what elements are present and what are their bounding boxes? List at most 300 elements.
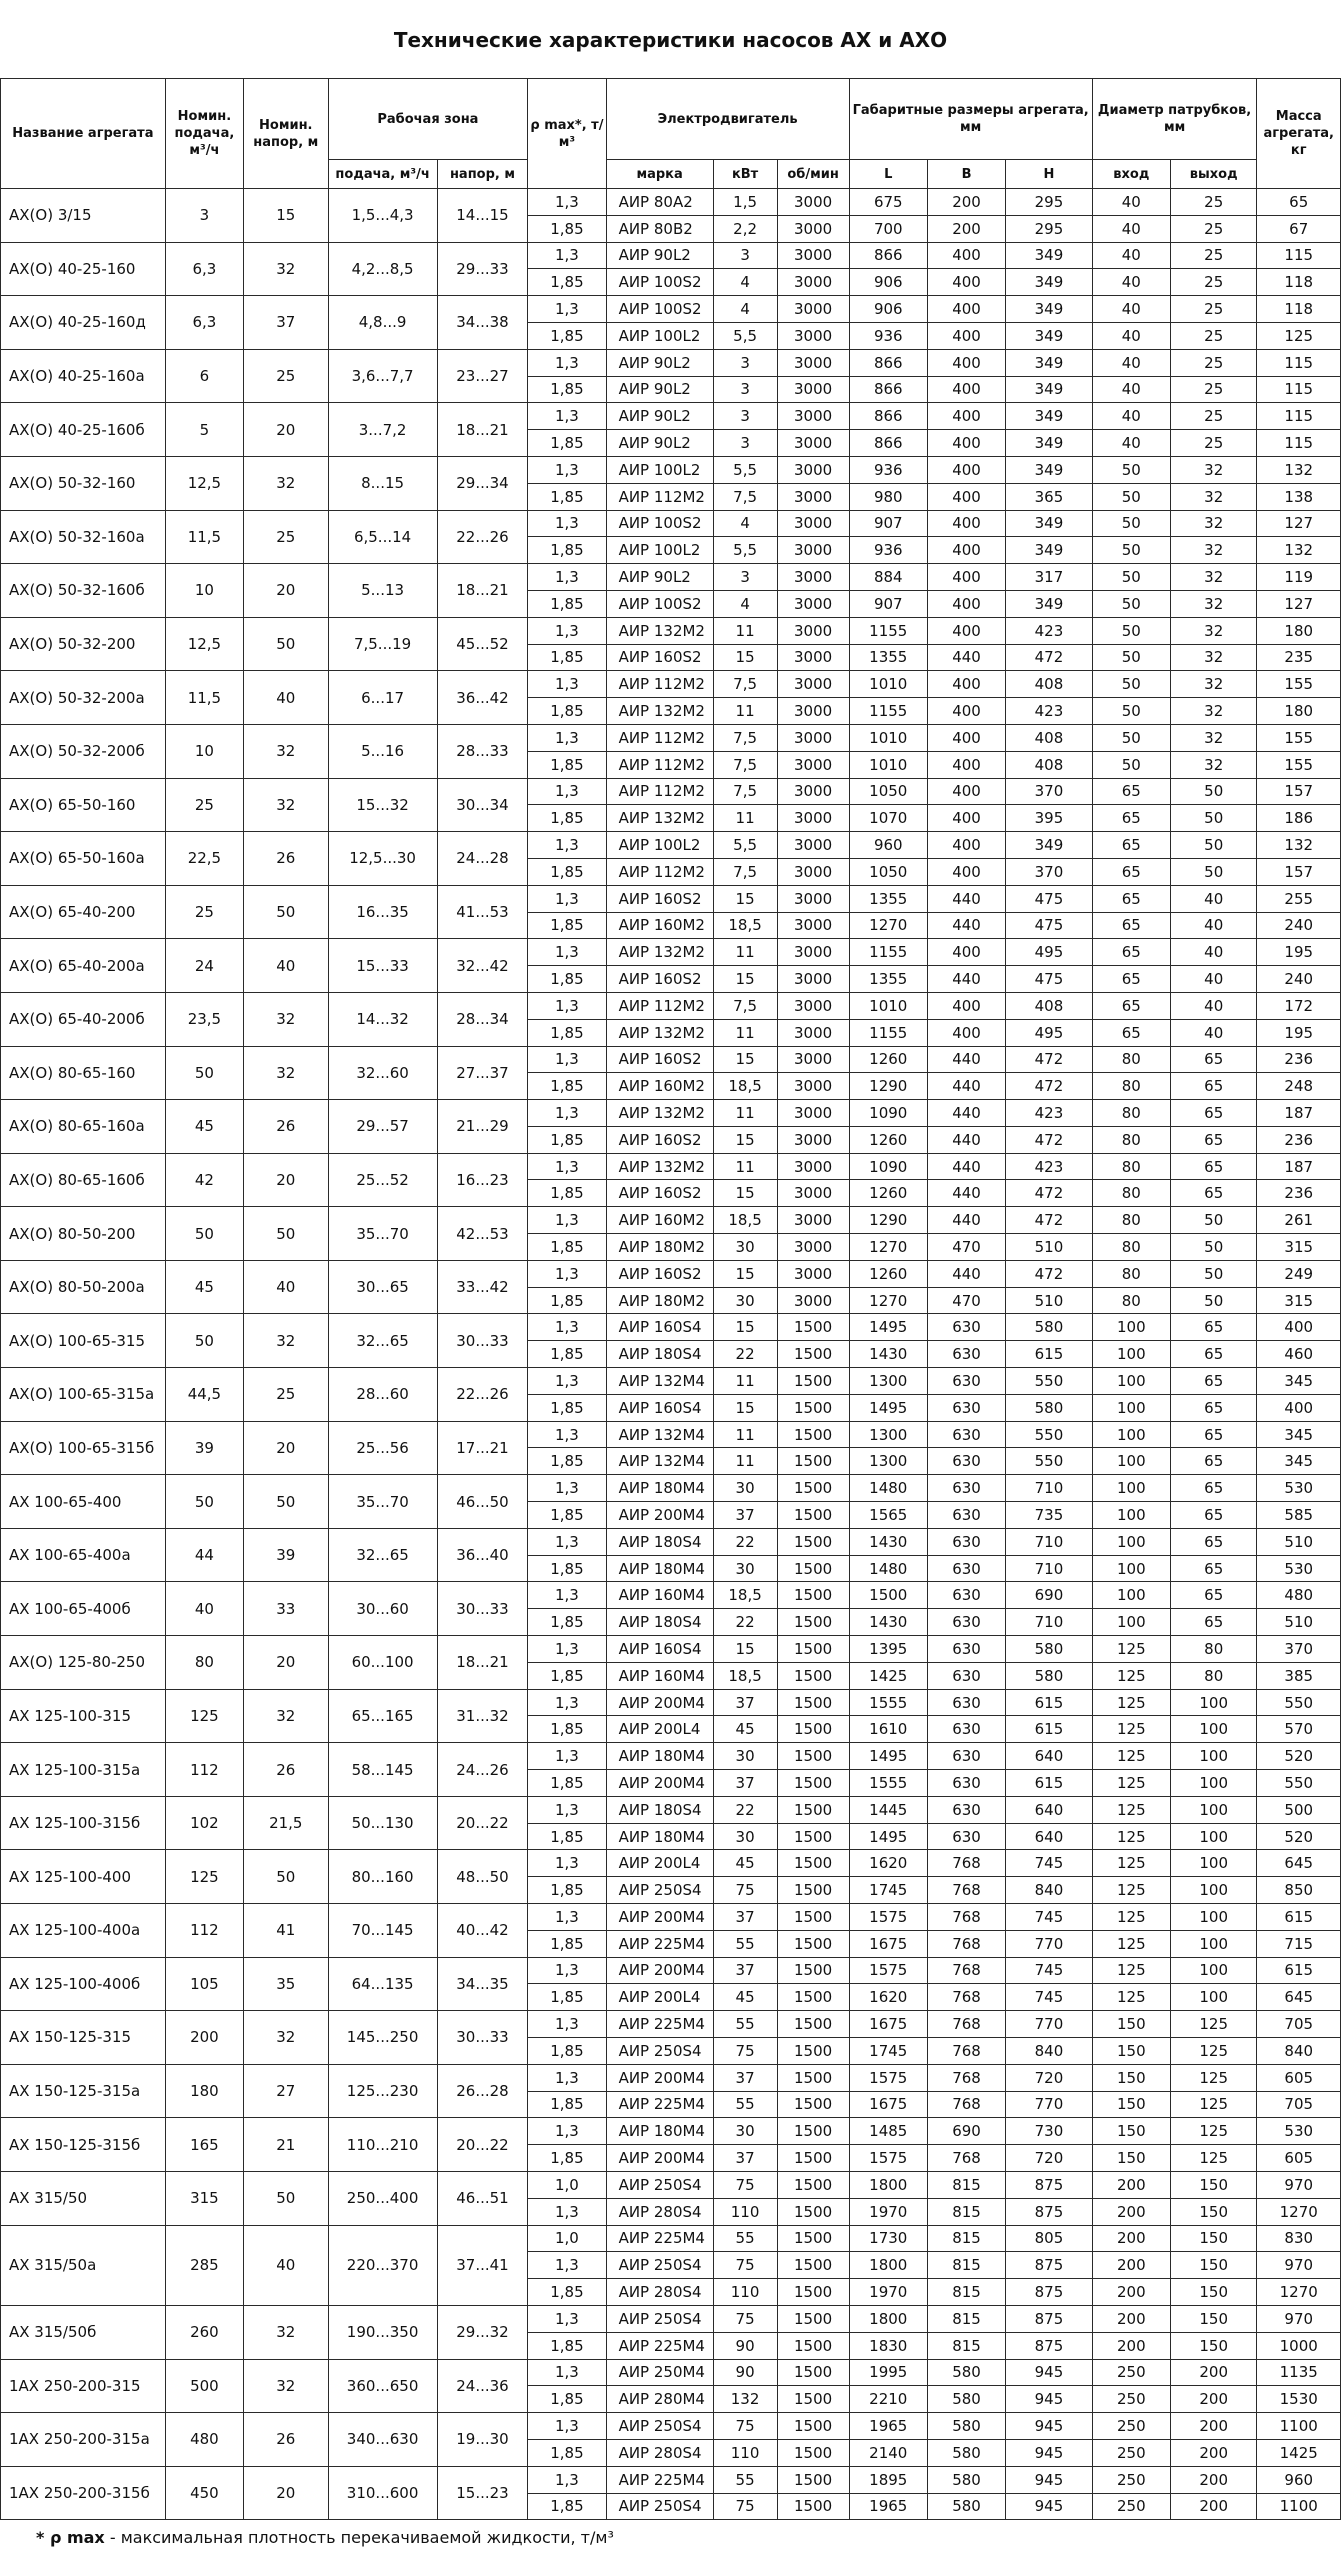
motor-rpm-cell: 1500 — [777, 2359, 849, 2386]
dim-h-cell: 580 — [1006, 1636, 1093, 1663]
table-row — [1, 1046, 1341, 1073]
pump-name: АХ 100-65-400а — [1, 1528, 166, 1582]
table-row — [1, 1796, 1341, 1823]
nominal-flow: 6,3 — [165, 296, 243, 350]
work-zone-head: 29...34 — [437, 456, 528, 510]
motor-kw-cell: 37 — [713, 1770, 777, 1797]
motor-kw-cell: 3 — [713, 564, 777, 591]
work-zone-flow: 25...56 — [328, 1421, 437, 1475]
dim-h-cell: 408 — [1006, 751, 1093, 778]
dim-h-cell: 710 — [1006, 1609, 1093, 1636]
work-zone-flow: 340...630 — [328, 2413, 437, 2467]
dim-l-cell: 1090 — [849, 1100, 927, 1127]
mass-cell: 240 — [1257, 966, 1341, 993]
dim-h-cell: 317 — [1006, 564, 1093, 591]
outlet-cell: 50 — [1170, 1234, 1257, 1261]
motor-kw-cell: 3 — [713, 376, 777, 403]
nominal-head: 21,5 — [244, 1796, 328, 1850]
dim-b-cell: 400 — [927, 537, 1005, 564]
dim-h-cell: 875 — [1006, 2332, 1093, 2359]
dim-l-cell: 1290 — [849, 1207, 927, 1234]
motor-brand-cell: АИР 180М4 — [606, 1823, 713, 1850]
rho-cell: 1,85 — [528, 1823, 606, 1850]
work-zone-head: 14...15 — [437, 189, 528, 243]
dim-b-cell: 440 — [927, 1073, 1005, 1100]
rho-cell: 1,3 — [528, 2466, 606, 2493]
dim-b-cell: 815 — [927, 2305, 1005, 2332]
motor-brand-cell: АИР 160М4 — [606, 1582, 713, 1609]
motor-rpm-cell: 1500 — [777, 1636, 849, 1663]
pump-name: АХ(О) 80-50-200а — [1, 1260, 166, 1314]
nominal-head: 37 — [244, 296, 328, 350]
motor-kw-cell: 30 — [713, 1234, 777, 1261]
work-zone-head: 18...21 — [437, 564, 528, 618]
dim-b-cell: 815 — [927, 2332, 1005, 2359]
inlet-cell: 150 — [1092, 2145, 1170, 2172]
work-zone-head: 24...28 — [437, 832, 528, 886]
rho-cell: 1,3 — [528, 456, 606, 483]
dim-l-cell: 1555 — [849, 1689, 927, 1716]
dim-b-cell: 630 — [927, 1716, 1005, 1743]
dim-l-cell: 1300 — [849, 1421, 927, 1448]
rho-cell: 1,85 — [528, 2493, 606, 2520]
rho-cell: 1,3 — [528, 778, 606, 805]
dim-h-cell: 472 — [1006, 1126, 1093, 1153]
motor-kw-cell: 11 — [713, 1153, 777, 1180]
dim-b-cell: 400 — [927, 832, 1005, 859]
footnote — [36, 2528, 614, 2547]
motor-rpm-cell: 1500 — [777, 1609, 849, 1636]
motor-brand-cell: АИР 180М2 — [606, 1234, 713, 1261]
outlet-cell: 65 — [1170, 1153, 1257, 1180]
motor-brand-cell: АИР 225М4 — [606, 2332, 713, 2359]
outlet-cell: 65 — [1170, 1609, 1257, 1636]
rho-cell: 1,3 — [528, 1368, 606, 1395]
rho-cell: 1,85 — [528, 269, 606, 296]
work-zone-head: 32...42 — [437, 939, 528, 993]
motor-rpm-cell: 3000 — [777, 724, 849, 751]
work-zone-flow: 25...52 — [328, 1153, 437, 1207]
dim-b-cell: 440 — [927, 644, 1005, 671]
motor-rpm-cell: 1500 — [777, 2145, 849, 2172]
outlet-cell: 150 — [1170, 2198, 1257, 2225]
pump-name: АХ 150-125-315 — [1, 2011, 166, 2065]
inlet-cell: 200 — [1092, 2305, 1170, 2332]
nominal-flow: 42 — [165, 1153, 243, 1207]
pump-name: АХ 100-65-400б — [1, 1582, 166, 1636]
rho-cell: 1,3 — [528, 1689, 606, 1716]
inlet-cell: 65 — [1092, 1019, 1170, 1046]
motor-rpm-cell: 3000 — [777, 537, 849, 564]
motor-brand-cell: АИР 100S2 — [606, 510, 713, 537]
motor-brand-cell: АИР 90L2 — [606, 376, 713, 403]
inlet-cell: 250 — [1092, 2466, 1170, 2493]
outlet-cell: 32 — [1170, 537, 1257, 564]
pump-name: АХ(О) 50-32-160а — [1, 510, 166, 564]
motor-kw-cell: 30 — [713, 1475, 777, 1502]
motor-brand-cell: АИР 112М2 — [606, 858, 713, 885]
motor-kw-cell: 15 — [713, 1394, 777, 1421]
inlet-cell: 65 — [1092, 858, 1170, 885]
nominal-head: 25 — [244, 349, 328, 403]
rho-cell: 1,85 — [528, 2332, 606, 2359]
outlet-cell: 25 — [1170, 322, 1257, 349]
table-row — [1, 617, 1341, 644]
mass-cell: 315 — [1257, 1234, 1341, 1261]
mass-cell: 118 — [1257, 269, 1341, 296]
rho-cell: 1,3 — [528, 832, 606, 859]
rho-cell: 1,3 — [528, 1528, 606, 1555]
motor-kw-cell: 11 — [713, 698, 777, 725]
dim-l-cell: 1010 — [849, 671, 927, 698]
mass-cell: 480 — [1257, 1582, 1341, 1609]
motor-kw-cell: 30 — [713, 1287, 777, 1314]
dim-l-cell: 1970 — [849, 2198, 927, 2225]
inlet-cell: 50 — [1092, 617, 1170, 644]
motor-rpm-cell: 1500 — [777, 1475, 849, 1502]
table-row — [1, 885, 1341, 912]
page-title: Технические характеристики насосов АХ и АХО — [393, 28, 948, 52]
mass-cell: 186 — [1257, 805, 1341, 832]
inlet-cell: 65 — [1092, 939, 1170, 966]
mass-cell: 119 — [1257, 564, 1341, 591]
motor-kw-cell: 11 — [713, 1019, 777, 1046]
motor-brand-cell: АИР 180М4 — [606, 2118, 713, 2145]
mass-cell: 345 — [1257, 1448, 1341, 1475]
table-row — [1, 832, 1341, 859]
motor-brand-cell: АИР 132М2 — [606, 1100, 713, 1127]
rho-cell: 1,3 — [528, 349, 606, 376]
outlet-cell: 100 — [1170, 1689, 1257, 1716]
mass-cell: 1270 — [1257, 2279, 1341, 2306]
mass-cell: 187 — [1257, 1153, 1341, 1180]
nominal-flow: 260 — [165, 2305, 243, 2359]
outlet-cell: 125 — [1170, 2064, 1257, 2091]
rho-cell: 1,85 — [528, 805, 606, 832]
rho-cell: 1,3 — [528, 1904, 606, 1931]
motor-rpm-cell: 1500 — [777, 2064, 849, 2091]
motor-brand-cell: АИР 132М4 — [606, 1421, 713, 1448]
motor-rpm-cell: 1500 — [777, 2011, 849, 2038]
dim-b-cell: 440 — [927, 1207, 1005, 1234]
outlet-cell: 50 — [1170, 1260, 1257, 1287]
table-row — [1, 456, 1341, 483]
dim-l-cell: 866 — [849, 403, 927, 430]
motor-rpm-cell: 3000 — [777, 778, 849, 805]
dim-b-cell: 630 — [927, 1662, 1005, 1689]
dim-h-cell: 475 — [1006, 912, 1093, 939]
dim-l-cell: 1010 — [849, 751, 927, 778]
dim-b-cell: 630 — [927, 1582, 1005, 1609]
pump-name: АХ(О) 80-50-200 — [1, 1207, 166, 1261]
dim-b-cell: 400 — [927, 671, 1005, 698]
mass-cell: 645 — [1257, 1984, 1341, 2011]
dim-b-cell: 400 — [927, 564, 1005, 591]
outlet-cell: 25 — [1170, 189, 1257, 216]
rho-cell: 1,85 — [528, 1234, 606, 1261]
pump-name: АХ(О) 65-50-160а — [1, 832, 166, 886]
motor-brand-cell: АИР 160М2 — [606, 912, 713, 939]
mass-cell: 236 — [1257, 1180, 1341, 1207]
work-zone-head: 36...42 — [437, 671, 528, 725]
motor-brand-cell: АИР 160S4 — [606, 1314, 713, 1341]
dim-l-cell: 1090 — [849, 1153, 927, 1180]
mass-cell: 970 — [1257, 2171, 1341, 2198]
motor-rpm-cell: 1500 — [777, 1314, 849, 1341]
outlet-cell: 65 — [1170, 1555, 1257, 1582]
dim-b-cell: 470 — [927, 1287, 1005, 1314]
dim-h-cell: 370 — [1006, 778, 1093, 805]
nominal-flow: 285 — [165, 2225, 243, 2305]
outlet-cell: 100 — [1170, 1984, 1257, 2011]
inlet-cell: 40 — [1092, 430, 1170, 457]
motor-rpm-cell: 3000 — [777, 1153, 849, 1180]
inlet-cell: 125 — [1092, 1984, 1170, 2011]
motor-brand-cell: АИР 200М4 — [606, 1770, 713, 1797]
mass-cell: 1100 — [1257, 2493, 1341, 2520]
motor-rpm-cell: 3000 — [777, 966, 849, 993]
work-zone-flow: 14...32 — [328, 992, 437, 1046]
mass-cell: 345 — [1257, 1421, 1341, 1448]
inlet-cell: 125 — [1092, 1689, 1170, 1716]
table-row — [1, 2466, 1341, 2493]
dim-h-cell: 745 — [1006, 1850, 1093, 1877]
mass-cell: 235 — [1257, 644, 1341, 671]
nominal-head: 27 — [244, 2064, 328, 2118]
motor-kw-cell: 37 — [713, 1689, 777, 1716]
nominal-flow: 45 — [165, 1260, 243, 1314]
nominal-flow: 6,3 — [165, 242, 243, 296]
outlet-cell: 65 — [1170, 1582, 1257, 1609]
outlet-cell: 65 — [1170, 1475, 1257, 1502]
nominal-head: 32 — [244, 456, 328, 510]
pump-name: АХ 100-65-400 — [1, 1475, 166, 1529]
mass-cell: 65 — [1257, 189, 1341, 216]
pump-name: АХ(О) 50-32-200 — [1, 617, 166, 671]
outlet-cell: 25 — [1170, 296, 1257, 323]
dim-l-cell: 675 — [849, 189, 927, 216]
table-row — [1, 1260, 1341, 1287]
motor-rpm-cell: 1500 — [777, 1823, 849, 1850]
dim-h-cell: 349 — [1006, 456, 1093, 483]
rho-cell: 1,3 — [528, 2064, 606, 2091]
outlet-cell: 100 — [1170, 1823, 1257, 1850]
mass-cell: 67 — [1257, 215, 1341, 242]
outlet-cell: 32 — [1170, 564, 1257, 591]
inlet-cell: 125 — [1092, 1743, 1170, 1770]
motor-brand-cell: АИР 225М4 — [606, 2466, 713, 2493]
table-row — [1, 1421, 1341, 1448]
rho-cell: 1,3 — [528, 1046, 606, 1073]
pump-name: АХ(О) 40-25-160д — [1, 296, 166, 350]
inlet-cell: 80 — [1092, 1207, 1170, 1234]
nominal-head: 32 — [244, 1046, 328, 1100]
motor-rpm-cell: 3000 — [777, 644, 849, 671]
dim-l-cell: 1050 — [849, 858, 927, 885]
dim-b-cell: 815 — [927, 2198, 1005, 2225]
nominal-head: 25 — [244, 510, 328, 564]
inlet-cell: 100 — [1092, 1555, 1170, 1582]
dim-h-cell: 945 — [1006, 2413, 1093, 2440]
motor-brand-cell: АИР 225М4 — [606, 1930, 713, 1957]
mass-cell: 1425 — [1257, 2439, 1341, 2466]
inlet-cell: 125 — [1092, 1796, 1170, 1823]
rho-cell: 1,3 — [528, 671, 606, 698]
motor-brand-cell: АИР 132М2 — [606, 698, 713, 725]
motor-kw-cell: 37 — [713, 1957, 777, 1984]
outlet-cell: 25 — [1170, 376, 1257, 403]
mass-cell: 960 — [1257, 2466, 1341, 2493]
inlet-cell: 50 — [1092, 724, 1170, 751]
mass-cell: 550 — [1257, 1770, 1341, 1797]
inlet-cell: 50 — [1092, 483, 1170, 510]
mass-cell: 520 — [1257, 1823, 1341, 1850]
nominal-flow: 315 — [165, 2171, 243, 2225]
dim-h-cell: 615 — [1006, 1770, 1093, 1797]
pump-name: АХ(О) 50-32-200б — [1, 724, 166, 778]
mass-cell: 132 — [1257, 537, 1341, 564]
pump-name: АХ(О) 40-25-160а — [1, 349, 166, 403]
dim-l-cell: 1745 — [849, 2037, 927, 2064]
outlet-cell: 50 — [1170, 1287, 1257, 1314]
work-zone-head: 28...33 — [437, 724, 528, 778]
motor-brand-cell: АИР 250S4 — [606, 2037, 713, 2064]
dim-h-cell: 472 — [1006, 1046, 1093, 1073]
dim-l-cell: 1745 — [849, 1877, 927, 1904]
rho-cell: 1,3 — [528, 2011, 606, 2038]
dim-h-cell: 710 — [1006, 1555, 1093, 1582]
dim-b-cell: 400 — [927, 698, 1005, 725]
motor-rpm-cell: 1500 — [777, 1502, 849, 1529]
dim-h-cell: 945 — [1006, 2439, 1093, 2466]
rho-cell: 1,85 — [528, 2279, 606, 2306]
dim-h-cell: 423 — [1006, 698, 1093, 725]
inlet-cell: 40 — [1092, 215, 1170, 242]
outlet-cell: 25 — [1170, 215, 1257, 242]
rho-cell: 1,3 — [528, 1743, 606, 1770]
outlet-cell: 100 — [1170, 1743, 1257, 1770]
motor-rpm-cell: 3000 — [777, 590, 849, 617]
mass-cell: 345 — [1257, 1368, 1341, 1395]
dim-h-cell: 945 — [1006, 2466, 1093, 2493]
work-zone-head: 30...33 — [437, 1314, 528, 1368]
pump-name: 1АХ 250-200-315б — [1, 2466, 166, 2520]
work-zone-flow: 32...60 — [328, 1046, 437, 1100]
nominal-head: 50 — [244, 2171, 328, 2225]
rho-cell: 1,3 — [528, 2252, 606, 2279]
outlet-cell: 25 — [1170, 430, 1257, 457]
motor-kw-cell: 37 — [713, 1502, 777, 1529]
nominal-flow: 45 — [165, 1100, 243, 1154]
rho-cell: 1,85 — [528, 644, 606, 671]
outlet-cell: 32 — [1170, 617, 1257, 644]
motor-brand-cell: АИР 132М4 — [606, 1448, 713, 1475]
motor-kw-cell: 75 — [713, 2037, 777, 2064]
motor-brand-cell: АИР 160М2 — [606, 1073, 713, 1100]
inlet-cell: 100 — [1092, 1609, 1170, 1636]
motor-brand-cell: АИР 200L4 — [606, 1716, 713, 1743]
mass-cell: 138 — [1257, 483, 1341, 510]
nominal-head: 32 — [244, 1314, 328, 1368]
dim-l-cell: 1260 — [849, 1046, 927, 1073]
mass-cell: 970 — [1257, 2252, 1341, 2279]
dim-b-cell: 630 — [927, 1448, 1005, 1475]
motor-brand-cell: АИР 90L2 — [606, 242, 713, 269]
nominal-head: 40 — [244, 2225, 328, 2305]
pump-name: АХ 315/50б — [1, 2305, 166, 2359]
rho-cell: 1,85 — [528, 858, 606, 885]
mass-cell: 605 — [1257, 2064, 1341, 2091]
col-mass-header: Масса агрегата, кг — [1257, 79, 1341, 189]
dim-b-cell: 815 — [927, 2171, 1005, 2198]
outlet-cell: 200 — [1170, 2493, 1257, 2520]
motor-brand-cell: АИР 250S4 — [606, 2413, 713, 2440]
work-zone-flow: 145...250 — [328, 2011, 437, 2065]
inlet-cell: 100 — [1092, 1341, 1170, 1368]
dim-l-cell: 1270 — [849, 1234, 927, 1261]
mass-cell: 550 — [1257, 1689, 1341, 1716]
table-row — [1, 2064, 1341, 2091]
mass-cell: 510 — [1257, 1609, 1341, 1636]
dim-h-cell: 475 — [1006, 885, 1093, 912]
outlet-cell: 25 — [1170, 349, 1257, 376]
nominal-flow: 25 — [165, 885, 243, 939]
rho-cell: 1,85 — [528, 376, 606, 403]
dim-b-cell: 630 — [927, 1823, 1005, 1850]
dim-h-cell: 472 — [1006, 1260, 1093, 1287]
rho-cell: 1,3 — [528, 296, 606, 323]
inlet-cell: 80 — [1092, 1100, 1170, 1127]
outlet-cell: 65 — [1170, 1394, 1257, 1421]
nominal-flow: 50 — [165, 1046, 243, 1100]
mass-cell: 615 — [1257, 1957, 1341, 1984]
dim-h-cell: 945 — [1006, 2359, 1093, 2386]
nominal-head: 50 — [244, 1207, 328, 1261]
dim-l-cell: 1260 — [849, 1260, 927, 1287]
motor-rpm-cell: 1500 — [777, 2225, 849, 2252]
motor-brand-cell: АИР 180М2 — [606, 1287, 713, 1314]
table-row — [1, 2011, 1341, 2038]
table-body — [1, 189, 1341, 2520]
motor-kw-cell: 11 — [713, 1100, 777, 1127]
inlet-cell: 50 — [1092, 456, 1170, 483]
dim-h-cell: 840 — [1006, 2037, 1093, 2064]
work-zone-head: 19...30 — [437, 2413, 528, 2467]
outlet-cell: 40 — [1170, 966, 1257, 993]
motor-kw-cell: 22 — [713, 1341, 777, 1368]
motor-rpm-cell: 3000 — [777, 671, 849, 698]
rho-cell: 1,3 — [528, 1100, 606, 1127]
motor-rpm-cell: 3000 — [777, 322, 849, 349]
motor-kw-cell: 11 — [713, 1448, 777, 1475]
work-zone-flow: 310...600 — [328, 2466, 437, 2520]
motor-rpm-cell: 1500 — [777, 2279, 849, 2306]
dim-l-cell: 1575 — [849, 1904, 927, 1931]
mass-cell: 180 — [1257, 617, 1341, 644]
motor-brand-cell: АИР 200М4 — [606, 2145, 713, 2172]
dim-h-cell: 770 — [1006, 2091, 1093, 2118]
dim-b-cell: 630 — [927, 1689, 1005, 1716]
motor-brand-cell: АИР 200М4 — [606, 1689, 713, 1716]
outlet-cell: 25 — [1170, 242, 1257, 269]
dim-l-cell: 866 — [849, 242, 927, 269]
motor-rpm-cell: 3000 — [777, 430, 849, 457]
dim-l-cell: 1430 — [849, 1609, 927, 1636]
pump-name: АХ(О) 80-65-160б — [1, 1153, 166, 1207]
nominal-head: 20 — [244, 1421, 328, 1475]
table-row — [1, 1314, 1341, 1341]
dim-l-cell: 906 — [849, 296, 927, 323]
